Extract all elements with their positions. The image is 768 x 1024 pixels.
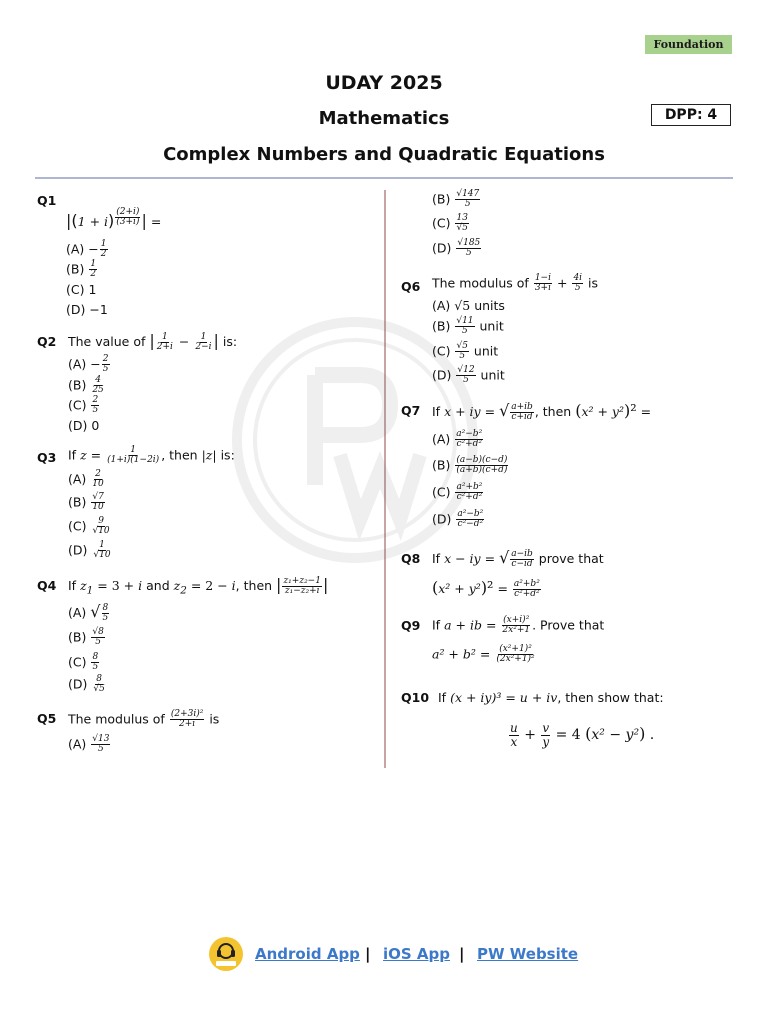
q3-option-c[interactable]: (C) $\frac{9}{√10}$: [68, 516, 110, 537]
q1-option-c[interactable]: (C) 1: [66, 282, 97, 297]
q2-option-d[interactable]: (D) 0: [68, 418, 100, 433]
q7-option-c[interactable]: (C) $\frac{\text{a²+b²}}{\text{c²+d²}}$: [432, 482, 483, 503]
q5-option-a[interactable]: (A) $\frac{√13}{5}$: [68, 734, 110, 755]
q6-option-a[interactable]: (A) √5 units: [432, 298, 505, 313]
q9-number: Q9: [401, 618, 421, 633]
q6-option-d[interactable]: (D) $\frac{√12}{5}$ unit: [432, 365, 505, 386]
q7-option-a[interactable]: (A) $\frac{\text{a²−b²}}{\text{c²+d²}}$: [432, 429, 483, 450]
q6-number: Q6: [401, 279, 421, 294]
q3-text: If z = $\frac{1}{(1+i)(1-2i)}$ , then |z| is:: [68, 445, 235, 466]
q5-option-d[interactable]: (D) $\frac{√185}{5}$: [432, 238, 481, 259]
q6-option-b[interactable]: (B) $\frac{√11}{5}$ unit: [432, 316, 504, 337]
course-title: UDAY 2025: [325, 72, 443, 94]
q1-option-a[interactable]: (A) − $\frac{1}{2}$: [66, 239, 107, 260]
q1-option-d[interactable]: (D) −1: [66, 302, 108, 317]
footer-separator: |: [365, 945, 371, 963]
header-rule: [35, 177, 733, 179]
dpp-label: DPP: 4: [651, 104, 731, 126]
q5-option-b[interactable]: (B) $\frac{√147}{5}$: [432, 189, 480, 210]
q7-option-b[interactable]: (B) $\frac{(a-b)(c-d)}{(a+b)(c+d)}$: [432, 455, 508, 476]
q4-option-a[interactable]: (A) √ $\frac{8}{5}$: [68, 602, 109, 623]
q8-equation: (x² + y²)² = $\frac{\text{a²+b²}}{\text{c²+d²}}$: [432, 578, 540, 599]
q10-equation: $\frac{u}{x}$ + $\frac{v}{y}$ = 4 (x² − y²) .: [510, 721, 655, 749]
q2-number: Q2: [37, 334, 57, 349]
q8-text: If x − iy = √ $\frac{a-ib}{c-id}$ prove that: [432, 548, 604, 569]
q3-number: Q3: [37, 450, 57, 465]
q3-option-b[interactable]: (B) $\frac{√7}{10}$: [68, 492, 104, 513]
subject-title: Mathematics: [318, 108, 450, 129]
q9-text: If a + ib = $\frac{\text{(x+i)²}}{\text{2x²+1}}$ . Prove that: [432, 615, 605, 636]
q1-number: Q1: [37, 193, 57, 208]
q4-number: Q4: [37, 578, 57, 593]
q9-equation: a² + b² = $\frac{\text{(x²+1)²}}{\text{(2x²+1)²}}$: [432, 644, 535, 665]
q1-option-b[interactable]: (B) $\frac{1}{2}$: [66, 259, 97, 280]
q2-option-c[interactable]: (C) $\frac{2}{5}$: [68, 395, 99, 416]
q2-option-b[interactable]: (B) $\frac{4}{25}$: [68, 375, 104, 396]
q10-text: If (x + iy)³ = u + iv, then show that:: [438, 690, 664, 705]
q5-number: Q5: [37, 711, 57, 726]
q7-text: If x + iy = √ $\frac{a+ib}{c+id}$ , then (x² + y²)² =: [432, 401, 652, 422]
footer: [0, 936, 768, 972]
q4-option-d[interactable]: (D) $\frac{8}{√5}$: [68, 674, 105, 695]
q6-option-c[interactable]: (C) $\frac{√5}{5}$ unit: [432, 341, 499, 362]
q7-number: Q7: [401, 403, 421, 418]
q4-option-b[interactable]: (B) $\frac{√8}{5}$: [68, 627, 104, 648]
q3-option-d[interactable]: (D) $\frac{1}{√10}$: [68, 540, 111, 561]
q2-option-a[interactable]: (A) − $\frac{2}{5}$: [68, 354, 109, 375]
pw-website-link[interactable]: PW Website: [477, 945, 579, 963]
customer-service-icon: [207, 936, 245, 972]
q7-option-d[interactable]: (D) $\frac{\text{a²−b²}}{\text{c²−d²}}$: [432, 509, 484, 530]
q6-text: The modulus of $\frac{1-i}{3+i}$ + $\frac{4i}{5}$ is: [432, 273, 599, 294]
q8-number: Q8: [401, 551, 421, 566]
q1-expression: |(1 + i) $^{\frac{(2+i)}{(3+i)}}$ | =: [66, 207, 162, 231]
q5-text: The modulus of $\frac{\text{(2+3i)²}}{2+i}$ is: [68, 709, 220, 730]
level-badge: Foundation: [645, 35, 732, 54]
chapter-title: Complex Numbers and Quadratic Equations: [163, 144, 605, 165]
q4-text: If $z_1 = 3 + i$ and $z_2 = 2 - i$, then | $\frac{\text{z₁+z₂−1}}{\text{z₁−z₂+i}}$ |: [68, 575, 329, 597]
q10-number: Q10: [401, 690, 430, 705]
q2-text: The value of | $\frac{1}{2+i}$ − $\frac{1}{2-i}$ | is:: [68, 331, 238, 352]
ios-app-link[interactable]: iOS App: [383, 945, 451, 963]
android-app-link[interactable]: Android App: [255, 945, 360, 963]
q5-option-c[interactable]: (C) $\frac{13}{√5}$: [432, 213, 468, 234]
q3-option-a[interactable]: (A) $\frac{2}{10}$: [68, 469, 104, 490]
footer-separator: |: [459, 945, 465, 963]
q4-option-c[interactable]: (C) $\frac{8}{5}$: [68, 652, 99, 673]
